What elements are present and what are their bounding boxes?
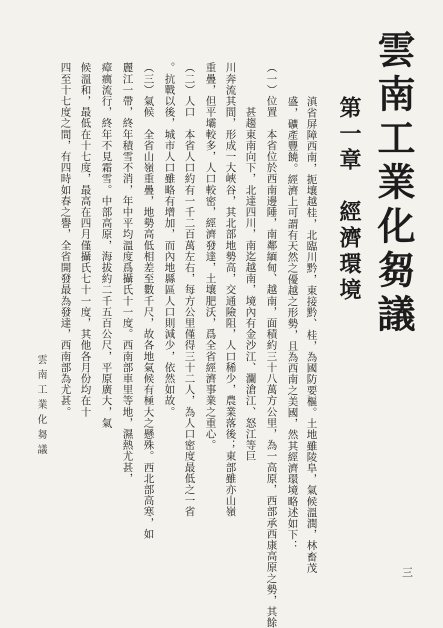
body-line: 甚趨東南向下，北達四川，南迄越南，境內有金沙江、瀾滄江、怒江等巨 xyxy=(244,62,257,462)
body-line: 滇省屏障西南，扼壤越桂，北臨川黔，東接黔、桂，為國防要樞。土地雖陵阜，氣候溫潤，林畜茂 xyxy=(305,96,318,574)
body-line: 四至十七度之間，有四時如春之譽，全省開發最為發達，西南部為尤甚。 xyxy=(59,62,72,418)
body-line: 瘴癘流行，終年不見霜雪。中部高原，海拔約二千五百公尺，平原廣大，氣 xyxy=(100,62,113,429)
body-line: （二）人口 本省人口約有一千二百萬左右，每方公里僅得三十二人，為人口密度最低之一省 xyxy=(183,62,196,518)
body-line: 候溫和，最低在十七度，最高在四月僅攝氏七十一度，其他各月份均在十 xyxy=(79,62,92,418)
body-line: 麗江一帶，終年積雪不消，年中平均溫度爲攝氏十一度。西南部車里等地，濕熱尤甚， xyxy=(121,62,134,484)
body-line: （一）位置 本省位於西南邊陲，南鄰緬甸、越南，面積約三十八萬方公里，為一高原，西部承西康高原之勢，其餘 xyxy=(265,62,278,628)
book-title: 雲南工業化芻議 xyxy=(371,30,416,338)
body-line: （三）氣候 全省山嶺重疊，地勢高低相差至數千尺，故各地氣候有極大之懸殊。西北部高寒，如 xyxy=(142,62,155,540)
page-number: 三 xyxy=(402,566,413,579)
body-line: 盛，礦產豐饒。經濟上可謂有天然之優越之形勢，且為西南之美國，然其經濟環境略述如下： xyxy=(286,96,299,552)
running-title: 雲南工業化芻議 xyxy=(35,354,46,459)
body-line: 重疊，但平壩較多，人口較密，經濟發達，土壤肥沃，爲全省經濟事業之重心。 xyxy=(204,62,217,451)
chapter-heading: 第一章 經濟環境 xyxy=(336,96,362,304)
body-line: 。抗戰以後，城市人口雖略有增加，而內地縣區人口則減少，依然如故。 xyxy=(163,62,176,418)
body-line: 川奔流其間，形成一大峽谷，其北部地勢高，交通險阻，人口稀少，農業落後；東部雖亦山嶺 xyxy=(224,62,237,518)
